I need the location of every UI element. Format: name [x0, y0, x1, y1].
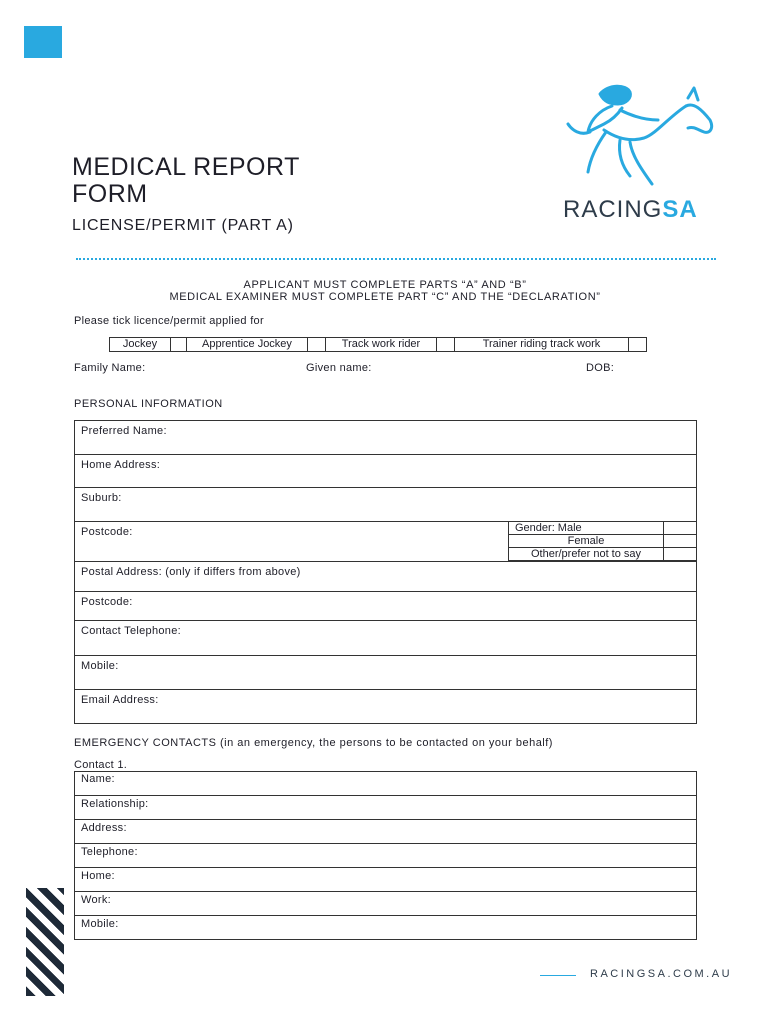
contact-address-field[interactable] — [75, 820, 697, 844]
contact-work-label: Work: — [81, 894, 112, 906]
licence-option-apprentice: Apprentice Jockey — [186, 337, 307, 352]
given-name-label: Given name: — [306, 362, 372, 374]
contact-name-field[interactable] — [75, 772, 697, 796]
personal-info-heading: PERSONAL INFORMATION — [74, 398, 223, 410]
personal-info-table — [74, 420, 697, 724]
contact-telephone-field[interactable] — [75, 621, 697, 656]
gender-table — [508, 521, 697, 561]
contact-home-field[interactable] — [75, 868, 697, 892]
licence-checkbox-track-work-rider[interactable] — [436, 337, 454, 352]
mobile-label: Mobile: — [81, 660, 119, 672]
logo-text-accent: SA — [662, 196, 698, 223]
email-field[interactable] — [75, 690, 697, 724]
instruction-line-2: MEDICAL EXAMINER MUST COMPLETE PART “C” AND THE “DECLARATION” — [169, 291, 601, 303]
contact-telephone-label: Contact Telephone: — [81, 625, 181, 637]
contact-home-label: Home: — [81, 870, 115, 882]
corner-accent-square — [24, 26, 62, 58]
contact-telephone-label: Telephone: — [81, 846, 138, 858]
licence-option-track-work-rider: Track work rider — [325, 337, 436, 352]
contact-1-label: Contact 1. — [74, 759, 128, 771]
gender-other-label: Other/prefer not to say — [509, 548, 664, 561]
footer-website: RACINGSA.COM.AU — [590, 968, 733, 980]
contact-relationship-label: Relationship: — [81, 798, 149, 810]
gender-female-checkbox[interactable] — [664, 535, 697, 548]
licence-checkbox-trainer[interactable] — [628, 337, 647, 352]
email-label: Email Address: — [81, 694, 159, 706]
suburb-label: Suburb: — [81, 492, 122, 504]
licence-checkbox-apprentice[interactable] — [307, 337, 325, 352]
suburb-field[interactable] — [75, 488, 697, 522]
contact-telephone-field[interactable] — [75, 844, 697, 868]
contact-relationship-field[interactable] — [75, 796, 697, 820]
preferred-name-label: Preferred Name: — [81, 425, 167, 437]
dotted-divider — [76, 258, 716, 260]
postcode-label: Postcode: — [81, 526, 133, 538]
gender-male-label: Gender: Male — [509, 522, 664, 535]
decorative-stripes — [26, 888, 64, 996]
contact-address-label: Address: — [81, 822, 127, 834]
title-line-2: FORM — [72, 180, 148, 208]
mobile-field[interactable] — [75, 656, 697, 690]
racingsa-logo — [563, 196, 698, 224]
dob-label: DOB: — [586, 362, 615, 374]
contact-work-field[interactable] — [75, 892, 697, 916]
page-title — [72, 154, 300, 208]
contact-mobile-field[interactable] — [75, 916, 697, 940]
postal-postcode-field[interactable] — [75, 592, 697, 621]
gender-other-checkbox[interactable] — [664, 548, 697, 561]
emergency-heading: EMERGENCY CONTACTS (in an emergency, the persons to be contacted on your behalf) — [74, 737, 553, 749]
postal-postcode-label: Postcode: — [81, 596, 133, 608]
logo-text-main: RACING — [563, 196, 663, 223]
postal-address-field[interactable] — [75, 562, 697, 592]
licence-checkbox-jockey[interactable] — [170, 337, 186, 352]
contact-name-label: Name: — [81, 773, 115, 785]
preferred-name-field[interactable] — [75, 421, 697, 455]
emergency-contact-table — [74, 771, 697, 940]
gender-male-checkbox[interactable] — [664, 522, 697, 535]
licence-option-trainer: Trainer riding track work — [454, 337, 628, 352]
title-line-1: MEDICAL REPORT — [72, 153, 300, 181]
home-address-label: Home Address: — [81, 459, 161, 471]
gender-female-label: Female — [509, 535, 664, 548]
page-subtitle: LICENSE/PERMIT (PART A) — [72, 217, 294, 234]
postal-address-label: Postal Address: (only if differs from above) — [81, 566, 301, 578]
licence-option-jockey: Jockey — [109, 337, 170, 352]
home-address-field[interactable] — [75, 455, 697, 488]
footer-accent-line — [540, 975, 576, 976]
tick-prompt: Please tick licence/permit applied for — [74, 315, 264, 327]
licence-options-row — [109, 337, 647, 351]
instruction-line-1: APPLICANT MUST COMPLETE PARTS “A” AND “B” — [243, 279, 527, 291]
jockey-horse-icon — [560, 80, 720, 190]
contact-mobile-label: Mobile: — [81, 918, 119, 930]
family-name-label: Family Name: — [74, 362, 146, 374]
